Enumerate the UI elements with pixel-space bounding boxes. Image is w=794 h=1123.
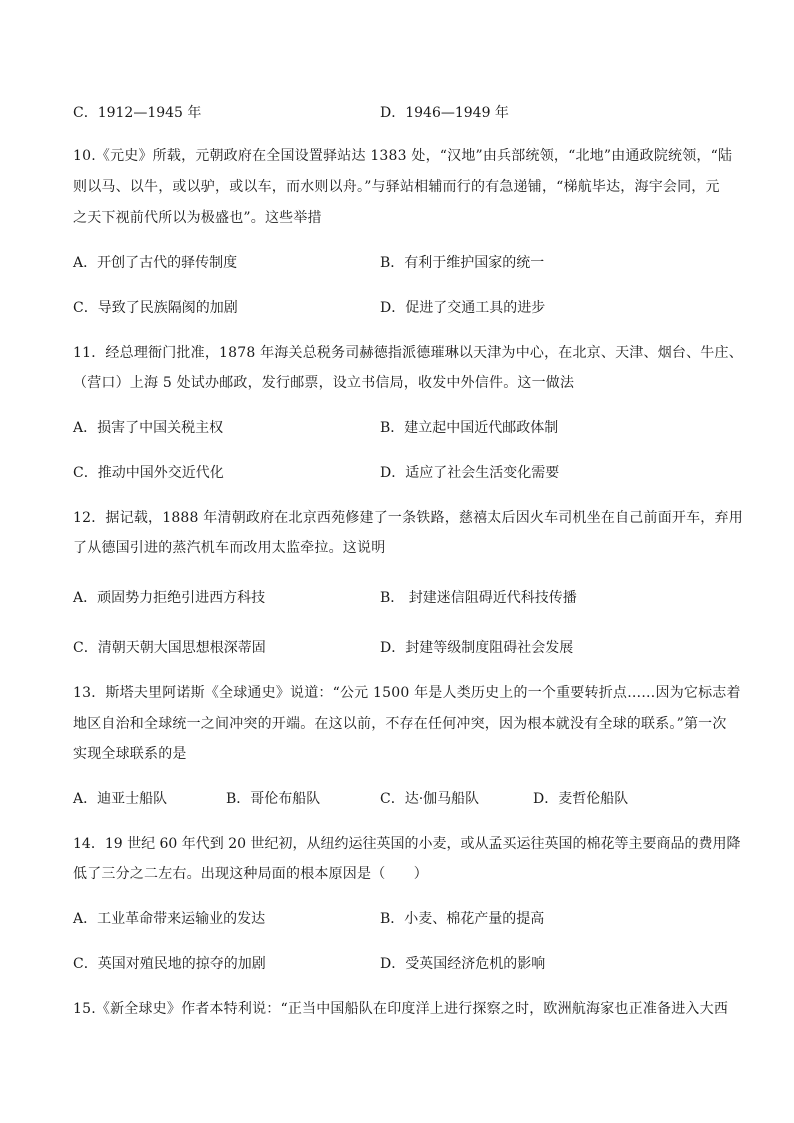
q10-option-c: C．导致了民族隔阂的加剧 (73, 300, 238, 316)
q12-option-d: D．封建等级制度阻碍社会发展 (380, 640, 574, 656)
q13-option-a: A．迪亚士船队 (73, 791, 168, 807)
q13-option-c: C．达·伽马船队 (380, 791, 480, 807)
q9-option-c: C．1912—1945 年 (73, 105, 202, 121)
q10-option-b: B．有利于维护国家的统一 (380, 255, 545, 271)
q14-stem-line-2: 低了三分之二左右。出现这种局面的根本原因是（ ） (73, 866, 428, 882)
q12-option-b: B． 封建迷信阻碍近代科技传播 (380, 590, 577, 606)
q13-stem-line-2: 地区自治和全球统一之间冲突的开端。在这以前，不存在任何冲突，因为根本就没有全球的联系。”第一次 (73, 716, 727, 732)
q11-option-a: A．损害了中国关税主权 (73, 420, 224, 436)
q12-option-a: A．顽固势力拒绝引进西方科技 (73, 590, 266, 606)
q10-option-d: D．促进了交通工具的进步 (380, 300, 546, 316)
q11-option-b: B．建立起中国近代邮政体制 (380, 420, 559, 436)
q12-stem-line-2: 了从德国引进的蒸汽机车而改用太监牵拉。这说明 (73, 540, 386, 556)
q15-stem-line-1: 15.《新全球史》作者本特利说：“正当中国船队在印度洋上进行探察之时，欧洲航海家也正准备进入大西 (73, 1001, 729, 1017)
q14-option-c: C．英国对殖民地的掠夺的加剧 (73, 956, 266, 972)
q11-stem-line-1: 11．经总理衙门批准，1878 年海关总税务司赫德指派德璀琳以天津为中心，在北京、天津、烟台、牛庄、 (73, 345, 743, 361)
q11-stem-line-2: （营口）上海 5 处试办邮政，发行邮票，设立书信局，收发中外信件。这一做法 (73, 375, 575, 391)
q13-stem-line-1: 13．斯塔夫里阿诺斯《全球通史》说道：“公元 1500 年是人类历史上的一个重要转折点……因为它标志着 (73, 685, 741, 701)
q13-option-d: D．麦哲伦船队 (533, 791, 629, 807)
q14-stem-line-1: 14．19 世纪 60 年代到 20 世纪初，从纽约运往英国的小麦，或从孟买运往英国的棉花等主要商品的费用降 (73, 836, 741, 852)
q10-option-a: A．开创了古代的驿传制度 (73, 255, 238, 271)
q11-option-c: C．推动中国外交近代化 (73, 465, 224, 481)
q14-option-b: B．小麦、棉花产量的提高 (380, 911, 545, 927)
q14-option-d: D．受英国经济危机的影响 (380, 956, 546, 972)
q9-option-d: D．1946—1949 年 (380, 105, 509, 121)
q10-stem-line-2: 则以马、以牛，或以驴，或以车，而水则以舟。”与驿站相辅而行的有急递铺，“梯航毕达，海宇会同，元 (73, 179, 720, 195)
q14-option-a: A．工业革命带来运输业的发达 (73, 911, 266, 927)
q11-option-d: D．适应了社会生活变化需要 (380, 465, 560, 481)
q12-stem-line-1: 12．据记载，1888 年清朝政府在北京西苑修建了一条铁路，慈禧太后因火车司机坐在自己前面开车，弃用 (73, 510, 743, 526)
q10-stem-line-1: 10.《元史》所载，元朝政府在全国设置驿站达 1383 处，“汉地”由兵部统领，“北地”由通政院统领，“陆 (73, 148, 733, 164)
q13-stem-line-3: 实现全球联系的是 (73, 746, 187, 762)
q12-option-c: C．清朝天朝大国思想根深蒂固 (73, 640, 266, 656)
q13-option-b: B．哥伦布船队 (226, 791, 321, 807)
q10-stem-line-3: 之天下视前代所以为极盛也”。这些举措 (73, 210, 322, 226)
